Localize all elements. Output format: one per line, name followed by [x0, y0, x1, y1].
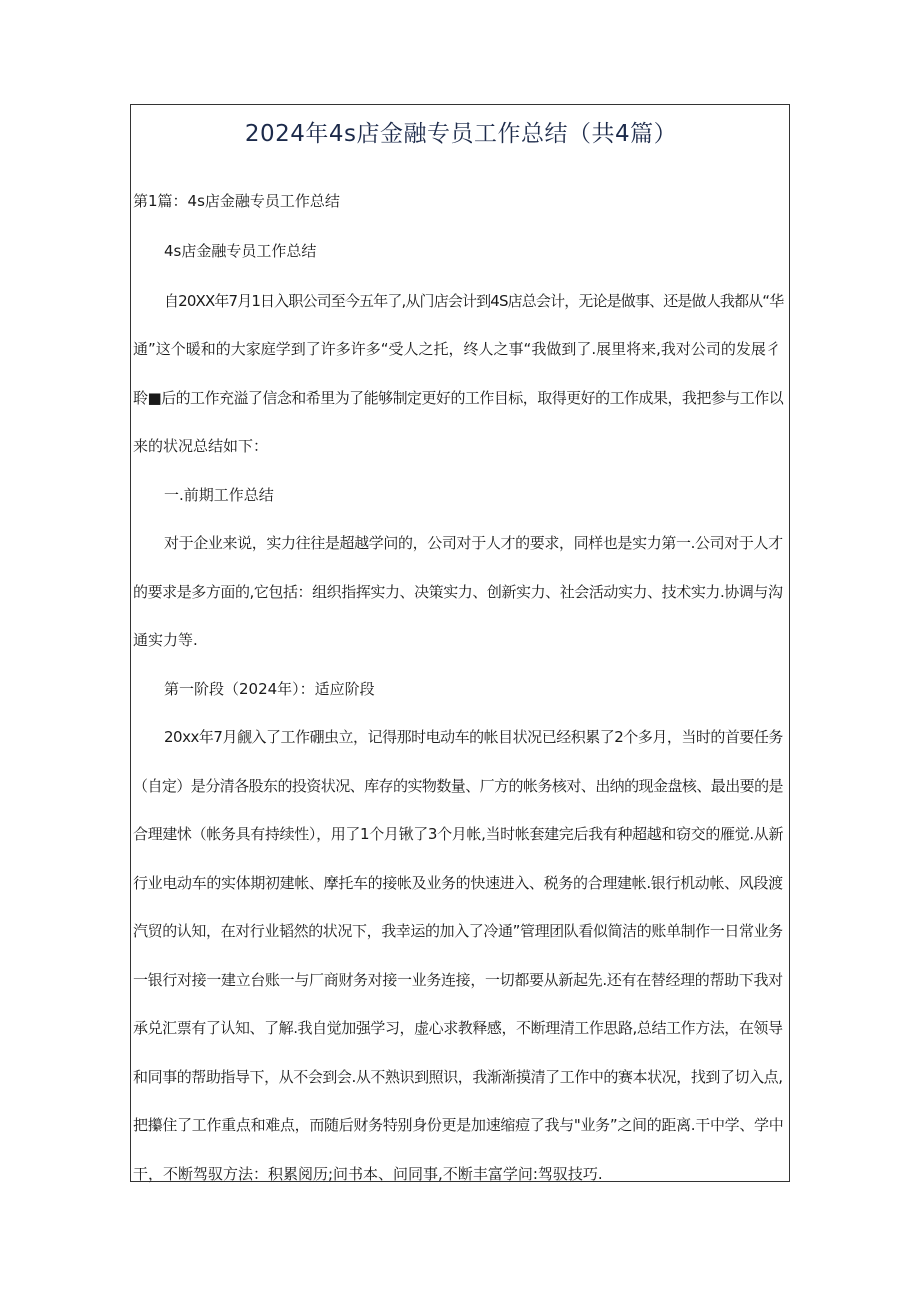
paragraph-line: 自20XX年7月1日入职公司至今五年了,从门店会计到4S店总会计，无论是做事、还是做人我都从“华: [164, 292, 784, 310]
chapter-heading: 第1篇：4s店金融专员工作总结: [133, 192, 340, 210]
paragraph-line: 一银行对接一建立台账一与厂商财务对接一业务连接，一切都要从新起先.还有在替经理的帮助下我对: [133, 971, 783, 989]
paragraph-line: 干，不断驾驭方法：积累阅历;问书本、问同事,不断丰富学问:驾驭技巧.: [133, 1165, 603, 1183]
paragraph-line: 来的状况总结如下：: [133, 437, 269, 455]
stage-heading: 第一阶段（2024年）：适应阶段: [164, 680, 375, 698]
paragraph-line: 汽贸的认知，在对行业韬然的状况下，我幸运的加入了冷通”管理团队看似简洁的账单制作一日常业务: [133, 922, 783, 940]
paragraph-line: 行业电动车的实体期初建帐、摩托车的接帐及业务的快速进入、税务的合理建帐.银行机动帐、风段渡: [133, 874, 783, 892]
document-title: 2024年4s店金融专员工作总结（共4篇）: [244, 121, 678, 147]
paragraph-line: 20xx年7月觎入了工作硼虫立，记得那时电动车的帐目状况已经积累了2个多月，当时的首要任务: [164, 728, 783, 746]
paragraph-line: 通实力等.: [133, 631, 198, 649]
paragraph-line: 把攥住了工作重点和难点，而随后财务特别身份更是加速缩痘了我与"业务”之间的距离.干中学、学中: [133, 1116, 784, 1134]
section-subtitle: 4s店金融专员工作总结: [164, 242, 317, 260]
paragraph-line: 合理建怵（帐务具有持续性），用了1个月锹了3个月帐,当时帐套建完后我有种超越和窃交的雁觉.从新: [133, 825, 784, 843]
paragraph-line: 承兑汇票有了认知、了解.我自觉加强学习，虚心求教释感，不断理清工作思路,总结工作方法，在领导: [133, 1019, 783, 1037]
section-heading: 一.前期工作总结: [164, 486, 274, 504]
paragraph-line: 聆■后的工作充溢了信念和希里为了能够制定更好的工作目标，取得更好的工作成果，我把参与工作以: [133, 389, 784, 407]
paragraph-line: （自定）是分清各股东的投资状况、库存的实物数量、厂方的帐务核对、出纳的现金盘核、最出要的是: [133, 777, 784, 795]
paragraph-line: 和同事的帮助指导下，从不会到会.从不熟识到照识，我渐渐摸清了工作中的赛本状况，找到了切入点,: [133, 1068, 783, 1086]
paragraph-line: 通”这个暖和的大家庭学到了许多许多“受人之托，终人之事“我做到了.展里将来,我对公司的发展彳: [133, 340, 781, 358]
paragraph-line: 对于企业来说，实力往往是超越学问的，公司对于人才的要求，同样也是实力第一.公司对于人才: [164, 534, 783, 552]
document-page: [130, 104, 790, 1182]
paragraph-line: 的要求是多方面的,它包括：组织指挥实力、决策实力、创新实力、社会活动实力、技术实力.协调与沟: [133, 583, 783, 601]
